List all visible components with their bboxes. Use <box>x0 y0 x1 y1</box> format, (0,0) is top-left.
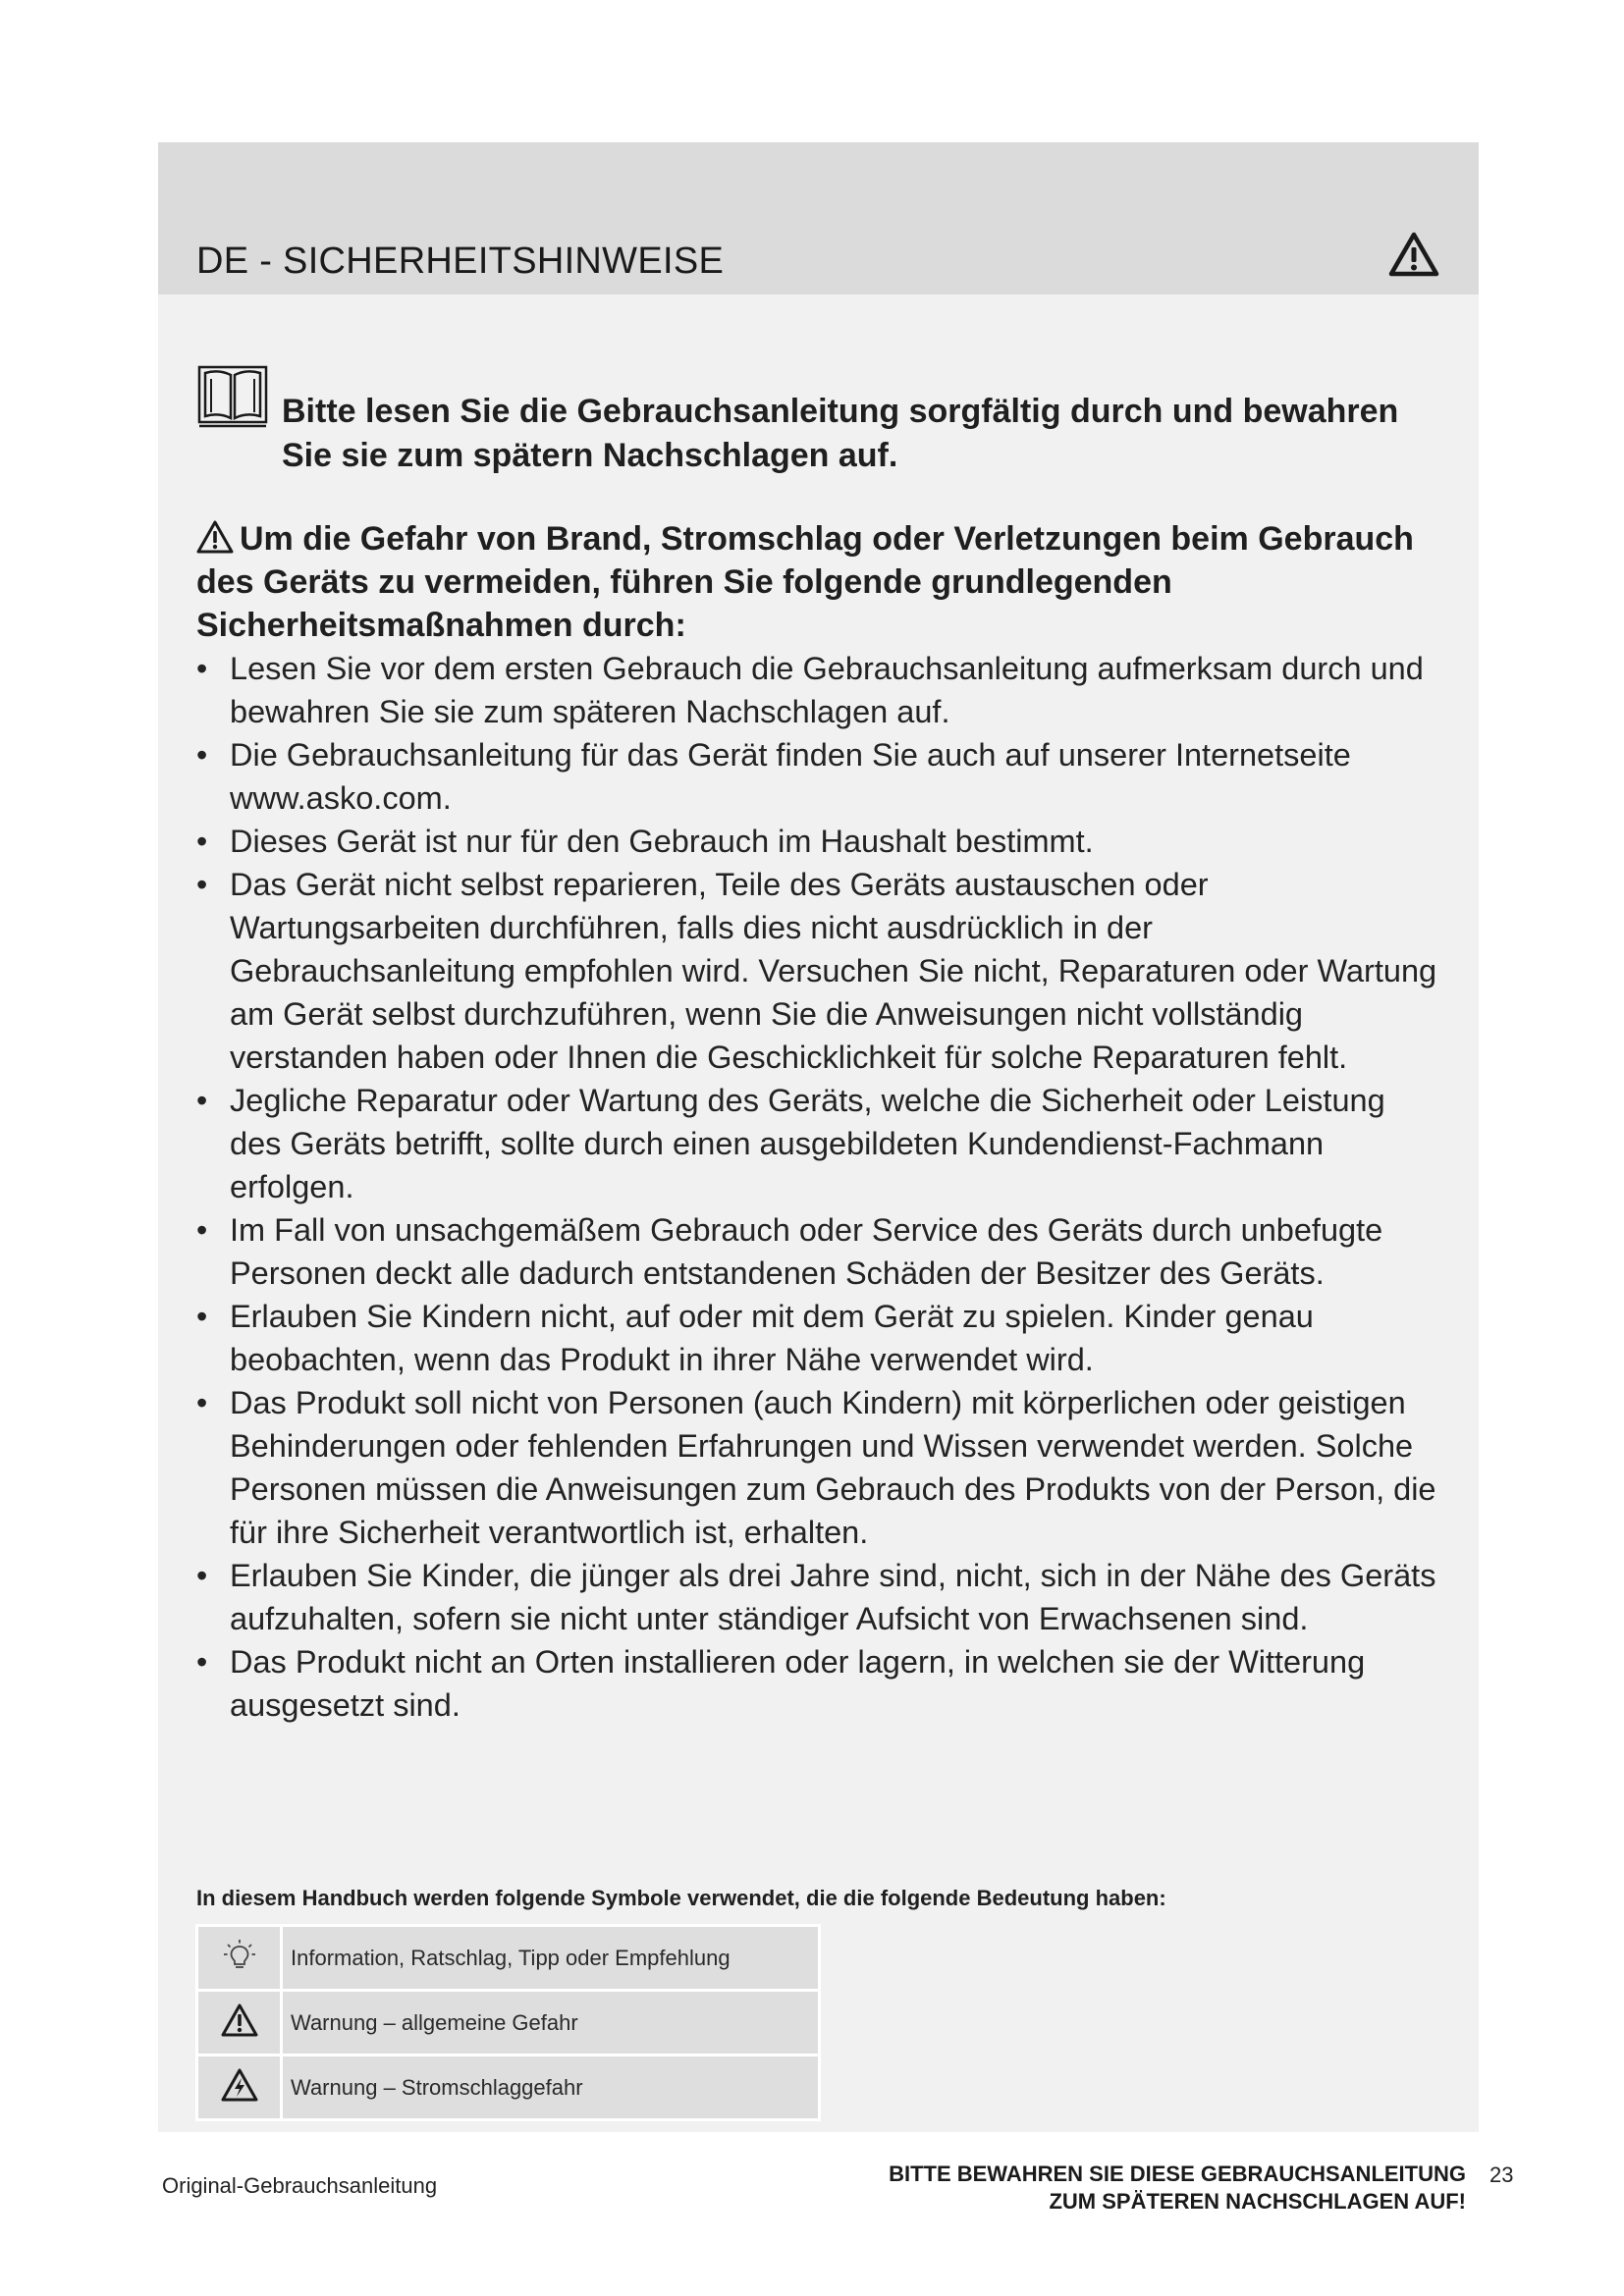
safety-lead-text: Um die Gefahr von Brand, Stromschlag oder Verletzungen beim Gebrauch des Geräts zu vermeiden, führen Sie folgende grundlegenden Sicherheitsmaßnahmen durch: <box>196 520 1414 644</box>
safety-rules-list <box>196 647 1443 1727</box>
page-number: 23 <box>1489 2163 1514 2187</box>
list-item: • Das Gerät nicht selbst reparieren, Teile des Geräts austauschen oder Wartungsarbeiten durchführen, falls dies nicht ausdrücklich in der Gebrauchsanleitung empfohlen wird. Versuchen Sie nicht, Reparaturen oder Wartung am Gerät selbst durchzuführen, wenn Sie die Anweisungen nicht vollständig verstanden haben oder Ihnen die Geschicklichkeit für solche Reparaturen fehlt. <box>196 863 1443 1079</box>
intro-text: Bitte lesen Sie die Gebrauchsanleitung sorgfältig durch und bewahren Sie sie zum spätern Nachschlagen auf. <box>282 393 1399 474</box>
safety-section <box>196 517 1443 1727</box>
list-item: • Lesen Sie vor dem ersten Gebrauch die Gebrauchsanleitung aufmerksam durch und bewahren Sie sie zum späteren Nachschlagen auf. <box>196 647 1443 733</box>
footer-left: Original-Gebrauchsanleitung <box>162 2173 438 2198</box>
intro-block <box>197 363 1425 478</box>
footer-note-line: ZUM SPÄTEREN NACHSCHLAGEN AUF! <box>1049 2189 1466 2214</box>
page-title: DE - SICHERHEITSHINWEISE <box>196 240 725 282</box>
list-item: • Das Produkt soll nicht von Personen (auch Kindern) mit körperlichen oder geistigen Behinderungen oder fehlenden Erfahrungen und Wissen verwendet werden. Solche Personen müssen die Anweisungen zum Gebrauch des Produkts von der Person, die für ihre Sicherheit verantwortlich ist, erhalten. <box>196 1381 1443 1554</box>
list-item: • Die Gebrauchsanleitung für das Gerät finden Sie auch auf unserer Internetseite www.asko.com. <box>196 733 1443 820</box>
symbol-description: Warnung – Stromschlaggefahr <box>283 2056 818 2118</box>
list-item: • Im Fall von unsachgemäßem Gebrauch oder Service des Geräts durch unbefugte Personen deckt alle dadurch entstandenen Schäden der Besitzer des Geräts. <box>196 1208 1443 1295</box>
warning-triangle-icon <box>221 2003 258 2037</box>
symbols-table <box>195 1924 821 2121</box>
symbols-caption: In diesem Handbuch werden folgende Symbole verwendet, die die folgende Bedeutung haben: <box>196 1886 1166 1910</box>
table-row <box>198 2056 818 2118</box>
symbol-description: Warnung – allgemeine Gefahr <box>283 1992 818 2054</box>
electric-warning-icon <box>221 2068 258 2102</box>
table-row <box>198 1992 818 2054</box>
warning-triangle-icon <box>196 520 234 554</box>
manual-book-icon <box>197 363 268 430</box>
list-item: • Das Produkt nicht an Orten installieren oder lagern, in welchen sie der Witterung ausgesetzt sind. <box>196 1640 1443 1727</box>
lightbulb-icon <box>223 1939 256 1972</box>
footer-note-line: BITTE BEWAHREN SIE DIESE GEBRAUCHSANLEITUNG <box>889 2162 1466 2186</box>
safety-lead <box>196 517 1443 647</box>
list-item: • Dieses Gerät ist nur für den Gebrauch im Haushalt bestimmt. <box>196 820 1443 863</box>
symbol-description: Information, Ratschlag, Tipp oder Empfehlung <box>283 1927 818 1989</box>
panel-header <box>158 142 1479 294</box>
warning-triangle-icon <box>1388 231 1439 278</box>
list-item: • Jegliche Reparatur oder Wartung des Geräts, welche die Sicherheit oder Leistung des Geräts betrifft, sollte durch einen ausgebildeten Kundendienst-Fachmann erfolgen. <box>196 1079 1443 1208</box>
table-row <box>198 1927 818 1989</box>
footer-right <box>889 2161 1466 2216</box>
list-item: • Erlauben Sie Kindern nicht, auf oder mit dem Gerät zu spielen. Kinder genau beobachten, wenn das Produkt in ihrer Nähe verwendet wird. <box>196 1295 1443 1381</box>
list-item: • Erlauben Sie Kinder, die jünger als drei Jahre sind, nicht, sich in der Nähe des Geräts aufzuhalten, sofern sie nicht unter ständiger Aufsicht von Erwachsenen sind. <box>196 1554 1443 1640</box>
safety-panel <box>158 142 1479 2132</box>
